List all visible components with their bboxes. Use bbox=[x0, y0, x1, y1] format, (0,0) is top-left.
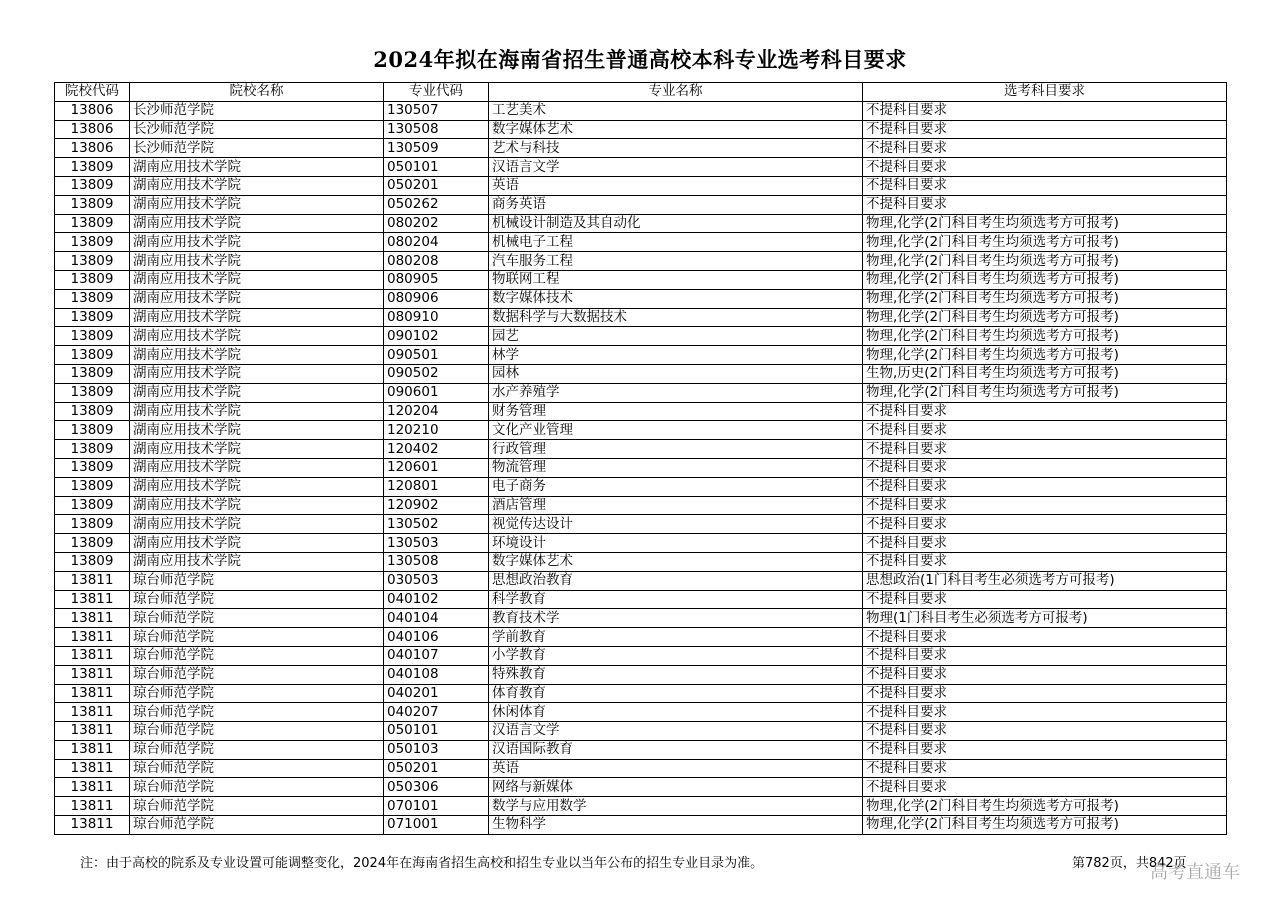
subject-requirement-cell: 物理,化学(2门科目考生均须选考方可报考) bbox=[863, 233, 1227, 252]
major-name-cell: 生物科学 bbox=[489, 816, 863, 835]
major-name-cell: 电子商务 bbox=[489, 477, 863, 496]
table-row bbox=[55, 740, 1227, 759]
school-name-cell: 湖南应用技术学院 bbox=[130, 308, 384, 327]
school-code-cell: 13811 bbox=[55, 740, 130, 759]
subject-requirement-cell: 物理,化学(2门科目考生均须选考方可报考) bbox=[863, 383, 1227, 402]
major-name-cell: 小学教育 bbox=[489, 646, 863, 665]
table-row bbox=[55, 458, 1227, 477]
major-code-cell: 130508 bbox=[384, 552, 489, 571]
table-row bbox=[55, 195, 1227, 214]
major-code-cell: 050101 bbox=[384, 722, 489, 741]
subject-requirement-cell: 不提科目要求 bbox=[863, 402, 1227, 421]
school-code-cell: 13811 bbox=[55, 646, 130, 665]
school-code-cell: 13809 bbox=[55, 458, 130, 477]
major-code-cell: 120801 bbox=[384, 477, 489, 496]
subject-requirement-cell: 不提科目要求 bbox=[863, 195, 1227, 214]
watermark: 高考直通车 bbox=[1150, 862, 1240, 883]
school-name-cell: 琼台师范学院 bbox=[130, 684, 384, 703]
school-name-cell: 湖南应用技术学院 bbox=[130, 552, 384, 571]
major-name-cell: 特殊教育 bbox=[489, 665, 863, 684]
table-row bbox=[55, 797, 1227, 816]
major-code-cell: 130502 bbox=[384, 515, 489, 534]
school-name-cell: 湖南应用技术学院 bbox=[130, 252, 384, 271]
school-name-cell: 琼台师范学院 bbox=[130, 740, 384, 759]
school-code-cell: 13809 bbox=[55, 270, 130, 289]
subject-requirement-cell: 物理,化学(2门科目考生均须选考方可报考) bbox=[863, 797, 1227, 816]
school-code-cell: 13811 bbox=[55, 816, 130, 835]
table-row bbox=[55, 684, 1227, 703]
major-code-cell: 130507 bbox=[384, 101, 489, 120]
major-code-cell: 120204 bbox=[384, 402, 489, 421]
school-code-cell: 13811 bbox=[55, 628, 130, 647]
major-name-cell: 机械电子工程 bbox=[489, 233, 863, 252]
major-code-cell: 050103 bbox=[384, 740, 489, 759]
subject-requirement-cell: 不提科目要求 bbox=[863, 477, 1227, 496]
major-name-cell: 视觉传达设计 bbox=[489, 515, 863, 534]
school-code-cell: 13809 bbox=[55, 252, 130, 271]
subject-requirement-cell: 不提科目要求 bbox=[863, 120, 1227, 139]
major-code-cell: 130508 bbox=[384, 120, 489, 139]
table-row bbox=[55, 346, 1227, 365]
subject-requirement-cell: 物理,化学(2门科目考生均须选考方可报考) bbox=[863, 816, 1227, 835]
major-name-cell: 林学 bbox=[489, 346, 863, 365]
school-name-cell: 琼台师范学院 bbox=[130, 665, 384, 684]
school-name-cell: 湖南应用技术学院 bbox=[130, 158, 384, 177]
school-name-cell: 湖南应用技术学院 bbox=[130, 289, 384, 308]
major-code-cell: 070101 bbox=[384, 797, 489, 816]
subject-requirement-cell: 不提科目要求 bbox=[863, 101, 1227, 120]
school-code-cell: 13809 bbox=[55, 515, 130, 534]
school-code-cell: 13809 bbox=[55, 421, 130, 440]
subject-requirement-cell: 不提科目要求 bbox=[863, 646, 1227, 665]
school-name-cell: 琼台师范学院 bbox=[130, 816, 384, 835]
school-code-cell: 13809 bbox=[55, 308, 130, 327]
subject-requirement-cell: 物理,化学(2门科目考生均须选考方可报考) bbox=[863, 252, 1227, 271]
school-code-cell: 13806 bbox=[55, 120, 130, 139]
major-name-cell: 思想政治教育 bbox=[489, 571, 863, 590]
table-row bbox=[55, 477, 1227, 496]
school-name-cell: 琼台师范学院 bbox=[130, 571, 384, 590]
school-code-cell: 13809 bbox=[55, 346, 130, 365]
school-name-cell: 湖南应用技术学院 bbox=[130, 364, 384, 383]
table-row bbox=[55, 289, 1227, 308]
subject-requirement-cell: 不提科目要求 bbox=[863, 759, 1227, 778]
footer-note: 注：由于高校的院系及专业设置可能调整变化，2024年在海南省招生高校和招生专业以当年公布的招生专业目录为准。 bbox=[80, 856, 764, 871]
major-code-cell: 080208 bbox=[384, 252, 489, 271]
table-row bbox=[55, 665, 1227, 684]
header-major-code: 专业代码 bbox=[384, 83, 489, 102]
major-code-cell: 071001 bbox=[384, 816, 489, 835]
major-name-cell: 酒店管理 bbox=[489, 496, 863, 515]
subject-requirement-cell: 不提科目要求 bbox=[863, 552, 1227, 571]
major-name-cell: 学前教育 bbox=[489, 628, 863, 647]
major-name-cell: 物流管理 bbox=[489, 458, 863, 477]
major-name-cell: 汉语言文学 bbox=[489, 158, 863, 177]
subject-requirements-table bbox=[54, 82, 1227, 835]
school-name-cell: 湖南应用技术学院 bbox=[130, 477, 384, 496]
major-name-cell: 体育教育 bbox=[489, 684, 863, 703]
major-name-cell: 数学与应用数学 bbox=[489, 797, 863, 816]
major-name-cell: 英语 bbox=[489, 176, 863, 195]
major-code-cell: 040102 bbox=[384, 590, 489, 609]
school-name-cell: 长沙师范学院 bbox=[130, 120, 384, 139]
school-code-cell: 13811 bbox=[55, 778, 130, 797]
table-row bbox=[55, 496, 1227, 515]
school-code-cell: 13809 bbox=[55, 552, 130, 571]
major-code-cell: 120902 bbox=[384, 496, 489, 515]
table-row bbox=[55, 402, 1227, 421]
school-name-cell: 湖南应用技术学院 bbox=[130, 458, 384, 477]
school-name-cell: 湖南应用技术学院 bbox=[130, 440, 384, 459]
major-name-cell: 园林 bbox=[489, 364, 863, 383]
header-major-name: 专业名称 bbox=[489, 83, 863, 102]
table-row bbox=[55, 703, 1227, 722]
table-row bbox=[55, 158, 1227, 177]
major-code-cell: 040207 bbox=[384, 703, 489, 722]
school-code-cell: 13811 bbox=[55, 759, 130, 778]
subject-requirement-cell: 不提科目要求 bbox=[863, 590, 1227, 609]
table-row bbox=[55, 628, 1227, 647]
school-code-cell: 13811 bbox=[55, 590, 130, 609]
major-code-cell: 080202 bbox=[384, 214, 489, 233]
school-code-cell: 13811 bbox=[55, 609, 130, 628]
major-code-cell: 120601 bbox=[384, 458, 489, 477]
major-name-cell: 汉语言文学 bbox=[489, 722, 863, 741]
school-name-cell: 湖南应用技术学院 bbox=[130, 233, 384, 252]
table-row bbox=[55, 552, 1227, 571]
subject-requirement-cell: 物理,化学(2门科目考生均须选考方可报考) bbox=[863, 289, 1227, 308]
school-code-cell: 13811 bbox=[55, 571, 130, 590]
subject-requirement-cell: 不提科目要求 bbox=[863, 458, 1227, 477]
major-name-cell: 工艺美术 bbox=[489, 101, 863, 120]
school-code-cell: 13811 bbox=[55, 684, 130, 703]
table-row bbox=[55, 327, 1227, 346]
table-row bbox=[55, 534, 1227, 553]
subject-requirement-cell: 物理(1门科目考生必须选考方可报考) bbox=[863, 609, 1227, 628]
major-name-cell: 英语 bbox=[489, 759, 863, 778]
major-code-cell: 040107 bbox=[384, 646, 489, 665]
major-name-cell: 数字媒体艺术 bbox=[489, 120, 863, 139]
school-name-cell: 湖南应用技术学院 bbox=[130, 195, 384, 214]
major-code-cell: 040108 bbox=[384, 665, 489, 684]
table-row bbox=[55, 270, 1227, 289]
school-code-cell: 13811 bbox=[55, 703, 130, 722]
major-code-cell: 080910 bbox=[384, 308, 489, 327]
school-code-cell: 13809 bbox=[55, 534, 130, 553]
major-code-cell: 090102 bbox=[384, 327, 489, 346]
major-code-cell: 030503 bbox=[384, 571, 489, 590]
major-name-cell: 商务英语 bbox=[489, 195, 863, 214]
subject-requirement-cell: 物理,化学(2门科目考生均须选考方可报考) bbox=[863, 327, 1227, 346]
school-name-cell: 湖南应用技术学院 bbox=[130, 496, 384, 515]
subject-requirement-cell: 不提科目要求 bbox=[863, 684, 1227, 703]
major-code-cell: 090502 bbox=[384, 364, 489, 383]
major-name-cell: 环境设计 bbox=[489, 534, 863, 553]
subject-requirement-cell: 物理,化学(2门科目考生均须选考方可报考) bbox=[863, 308, 1227, 327]
school-name-cell: 长沙师范学院 bbox=[130, 101, 384, 120]
subject-requirement-cell: 不提科目要求 bbox=[863, 703, 1227, 722]
subject-requirement-cell: 思想政治(1门科目考生必须选考方可报考) bbox=[863, 571, 1227, 590]
subject-requirement-cell: 不提科目要求 bbox=[863, 440, 1227, 459]
school-code-cell: 13809 bbox=[55, 440, 130, 459]
page-number: 第782页，共842页 bbox=[1072, 856, 1187, 871]
subject-requirement-cell: 不提科目要求 bbox=[863, 628, 1227, 647]
major-name-cell: 教育技术学 bbox=[489, 609, 863, 628]
school-name-cell: 湖南应用技术学院 bbox=[130, 214, 384, 233]
table-row bbox=[55, 759, 1227, 778]
school-name-cell: 湖南应用技术学院 bbox=[130, 176, 384, 195]
major-name-cell: 数字媒体技术 bbox=[489, 289, 863, 308]
school-code-cell: 13811 bbox=[55, 665, 130, 684]
major-code-cell: 080906 bbox=[384, 289, 489, 308]
school-name-cell: 琼台师范学院 bbox=[130, 646, 384, 665]
school-code-cell: 13809 bbox=[55, 233, 130, 252]
school-code-cell: 13806 bbox=[55, 101, 130, 120]
school-name-cell: 琼台师范学院 bbox=[130, 628, 384, 647]
school-code-cell: 13809 bbox=[55, 402, 130, 421]
major-code-cell: 080204 bbox=[384, 233, 489, 252]
major-name-cell: 水产养殖学 bbox=[489, 383, 863, 402]
school-name-cell: 琼台师范学院 bbox=[130, 703, 384, 722]
table-row bbox=[55, 590, 1227, 609]
subject-requirement-cell: 不提科目要求 bbox=[863, 139, 1227, 158]
major-name-cell: 园艺 bbox=[489, 327, 863, 346]
subject-requirement-cell: 不提科目要求 bbox=[863, 515, 1227, 534]
table-row bbox=[55, 722, 1227, 741]
page-title: 2024年拟在海南省招生普通高校本科专业选考科目要求 bbox=[373, 47, 907, 72]
school-code-cell: 13809 bbox=[55, 195, 130, 214]
major-name-cell: 行政管理 bbox=[489, 440, 863, 459]
table-row bbox=[55, 364, 1227, 383]
major-name-cell: 科学教育 bbox=[489, 590, 863, 609]
school-name-cell: 湖南应用技术学院 bbox=[130, 402, 384, 421]
major-code-cell: 120210 bbox=[384, 421, 489, 440]
major-name-cell: 数据科学与大数据技术 bbox=[489, 308, 863, 327]
subject-requirement-cell: 不提科目要求 bbox=[863, 496, 1227, 515]
school-name-cell: 湖南应用技术学院 bbox=[130, 270, 384, 289]
major-name-cell: 机械设计制造及其自动化 bbox=[489, 214, 863, 233]
table-row bbox=[55, 214, 1227, 233]
major-code-cell: 040104 bbox=[384, 609, 489, 628]
table-body bbox=[55, 101, 1227, 834]
table-row bbox=[55, 646, 1227, 665]
school-name-cell: 琼台师范学院 bbox=[130, 759, 384, 778]
major-code-cell: 090501 bbox=[384, 346, 489, 365]
subject-requirement-cell: 物理,化学(2门科目考生均须选考方可报考) bbox=[863, 346, 1227, 365]
major-name-cell: 汽车服务工程 bbox=[489, 252, 863, 271]
subject-requirement-cell: 生物,历史(2门科目考生均须选考方可报考) bbox=[863, 364, 1227, 383]
table-row bbox=[55, 233, 1227, 252]
major-name-cell: 财务管理 bbox=[489, 402, 863, 421]
major-code-cell: 090601 bbox=[384, 383, 489, 402]
school-code-cell: 13811 bbox=[55, 797, 130, 816]
table-row bbox=[55, 440, 1227, 459]
table-row bbox=[55, 609, 1227, 628]
school-name-cell: 湖南应用技术学院 bbox=[130, 421, 384, 440]
table-row bbox=[55, 252, 1227, 271]
table-row bbox=[55, 139, 1227, 158]
major-name-cell: 休闲体育 bbox=[489, 703, 863, 722]
school-code-cell: 13809 bbox=[55, 214, 130, 233]
table-row bbox=[55, 571, 1227, 590]
major-code-cell: 130503 bbox=[384, 534, 489, 553]
major-code-cell: 050201 bbox=[384, 759, 489, 778]
table-row bbox=[55, 421, 1227, 440]
school-name-cell: 琼台师范学院 bbox=[130, 609, 384, 628]
school-name-cell: 湖南应用技术学院 bbox=[130, 383, 384, 402]
header-school-code: 院校代码 bbox=[55, 83, 130, 102]
major-code-cell: 050201 bbox=[384, 176, 489, 195]
school-name-cell: 长沙师范学院 bbox=[130, 139, 384, 158]
school-code-cell: 13809 bbox=[55, 327, 130, 346]
school-name-cell: 湖南应用技术学院 bbox=[130, 515, 384, 534]
table-row bbox=[55, 515, 1227, 534]
school-name-cell: 湖南应用技术学院 bbox=[130, 346, 384, 365]
school-code-cell: 13809 bbox=[55, 496, 130, 515]
major-code-cell: 050306 bbox=[384, 778, 489, 797]
subject-requirement-cell: 不提科目要求 bbox=[863, 176, 1227, 195]
school-code-cell: 13809 bbox=[55, 289, 130, 308]
subject-requirement-cell: 不提科目要求 bbox=[863, 534, 1227, 553]
school-name-cell: 琼台师范学院 bbox=[130, 778, 384, 797]
subject-requirement-cell: 不提科目要求 bbox=[863, 778, 1227, 797]
school-name-cell: 琼台师范学院 bbox=[130, 590, 384, 609]
subject-requirement-cell: 不提科目要求 bbox=[863, 722, 1227, 741]
subject-requirement-cell: 不提科目要求 bbox=[863, 665, 1227, 684]
header-school-name: 院校名称 bbox=[130, 83, 384, 102]
school-code-cell: 13809 bbox=[55, 176, 130, 195]
school-name-cell: 琼台师范学院 bbox=[130, 797, 384, 816]
table-row bbox=[55, 101, 1227, 120]
major-code-cell: 080905 bbox=[384, 270, 489, 289]
major-name-cell: 网络与新媒体 bbox=[489, 778, 863, 797]
subject-requirement-cell: 不提科目要求 bbox=[863, 158, 1227, 177]
major-name-cell: 数字媒体艺术 bbox=[489, 552, 863, 571]
table-row bbox=[55, 120, 1227, 139]
table-row bbox=[55, 816, 1227, 835]
school-code-cell: 13809 bbox=[55, 364, 130, 383]
table-row bbox=[55, 778, 1227, 797]
school-code-cell: 13809 bbox=[55, 477, 130, 496]
school-code-cell: 13811 bbox=[55, 722, 130, 741]
school-code-cell: 13809 bbox=[55, 383, 130, 402]
major-code-cell: 050101 bbox=[384, 158, 489, 177]
subject-requirement-cell: 不提科目要求 bbox=[863, 740, 1227, 759]
school-name-cell: 湖南应用技术学院 bbox=[130, 534, 384, 553]
school-name-cell: 湖南应用技术学院 bbox=[130, 327, 384, 346]
major-name-cell: 艺术与科技 bbox=[489, 139, 863, 158]
subject-requirement-cell: 不提科目要求 bbox=[863, 421, 1227, 440]
table-header-row bbox=[55, 83, 1227, 102]
table-row bbox=[55, 308, 1227, 327]
major-code-cell: 050262 bbox=[384, 195, 489, 214]
major-code-cell: 040106 bbox=[384, 628, 489, 647]
school-name-cell: 琼台师范学院 bbox=[130, 722, 384, 741]
table-row bbox=[55, 176, 1227, 195]
school-code-cell: 13806 bbox=[55, 139, 130, 158]
major-name-cell: 汉语国际教育 bbox=[489, 740, 863, 759]
major-code-cell: 040201 bbox=[384, 684, 489, 703]
table-row bbox=[55, 383, 1227, 402]
major-name-cell: 物联网工程 bbox=[489, 270, 863, 289]
major-name-cell: 文化产业管理 bbox=[489, 421, 863, 440]
header-subject-requirement: 选考科目要求 bbox=[863, 83, 1227, 102]
subject-requirement-cell: 物理,化学(2门科目考生均须选考方可报考) bbox=[863, 270, 1227, 289]
school-code-cell: 13809 bbox=[55, 158, 130, 177]
subject-requirement-cell: 物理,化学(2门科目考生均须选考方可报考) bbox=[863, 214, 1227, 233]
major-code-cell: 130509 bbox=[384, 139, 489, 158]
major-code-cell: 120402 bbox=[384, 440, 489, 459]
